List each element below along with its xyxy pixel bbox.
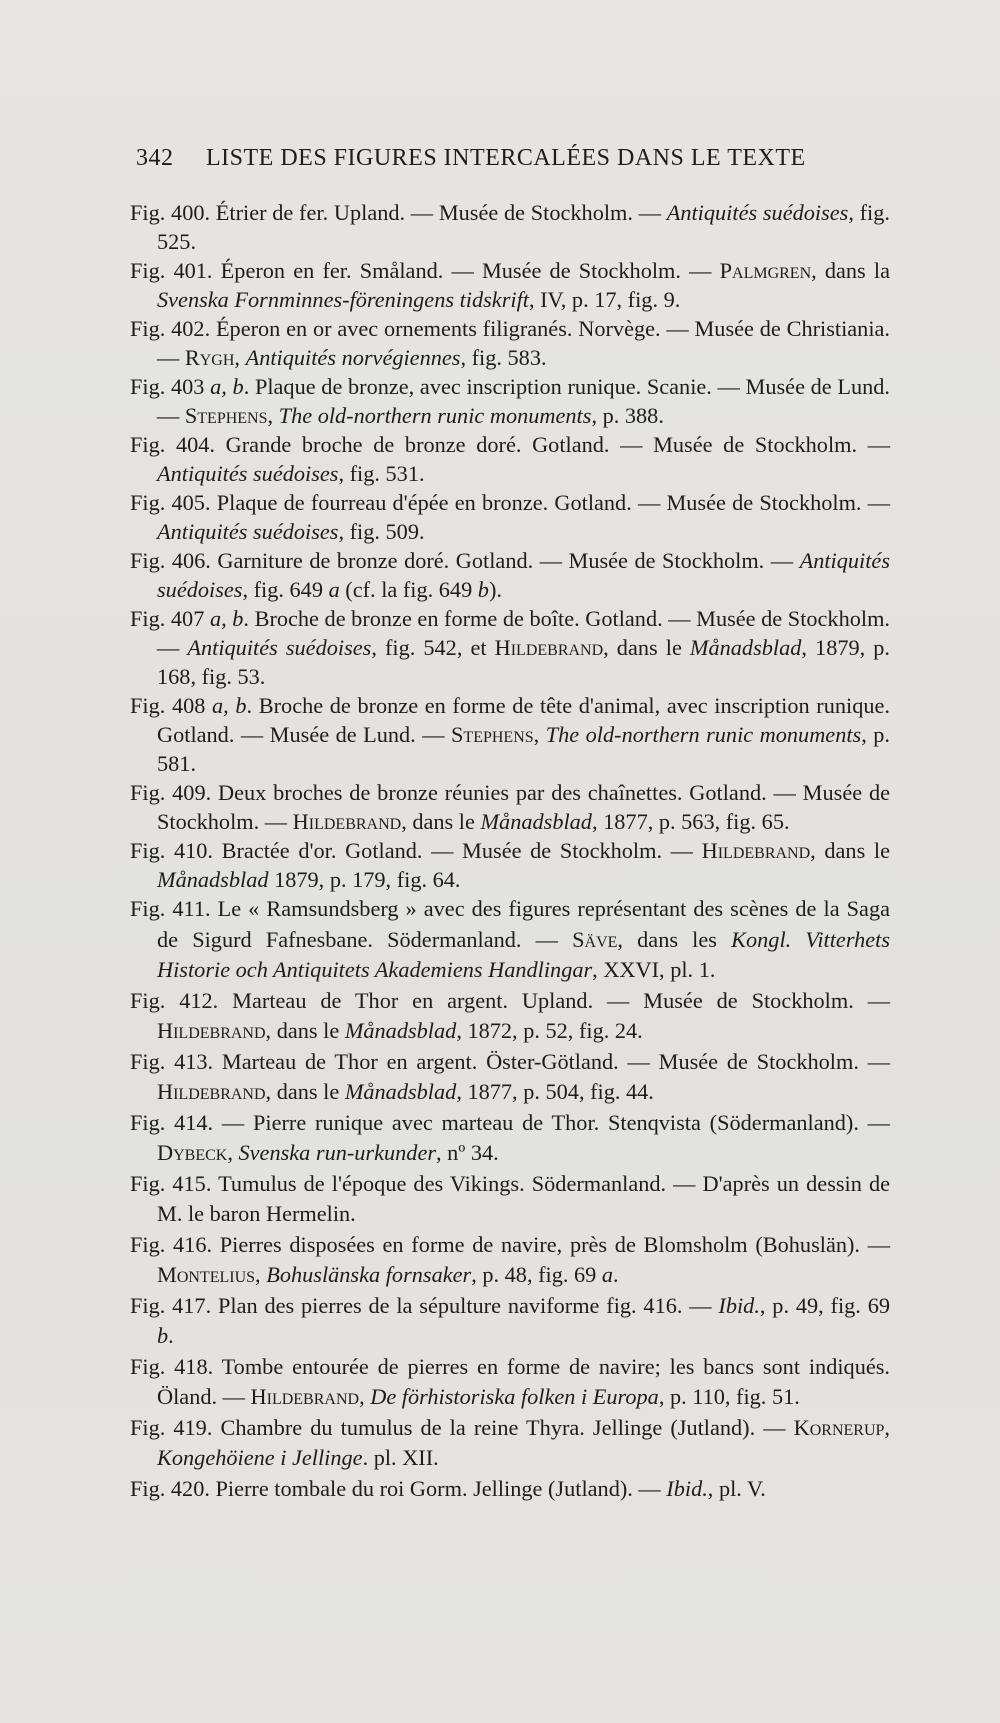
italic-title: Månadsblad (480, 809, 592, 834)
figure-entry (130, 691, 890, 778)
figure-entry (130, 1169, 890, 1230)
figure-number: Fig. 403 (130, 374, 211, 399)
figure-entry (130, 1352, 890, 1413)
italic-title: Antiquités suédoises (666, 200, 849, 225)
figure-entry (130, 1474, 890, 1505)
entry-text: Garniture de bronze doré. Gotland. — Musée de Stockholm. — (210, 548, 800, 573)
entry-text: — Pierre runique avec marteau de Thor. Stenqvista (Södermanland). — (213, 1109, 890, 1135)
entry-text: , nº 34. (436, 1140, 499, 1165)
entry-text: Plan des pierres de la sépulture naviforme fig. 416. — (211, 1292, 719, 1318)
figure-entry (130, 430, 890, 488)
entry-text: , 1879, p. 168, fig. 53. (157, 635, 890, 689)
figure-entry (130, 546, 890, 604)
author-name: Stephens (184, 403, 268, 428)
italic-title: De förhistoriska folken i Europa (370, 1384, 659, 1409)
author-name: Hildebrand (157, 1018, 266, 1043)
entry-text: , IV, p. 17, fig. 9. (528, 287, 681, 312)
entry-text: , dans les (617, 926, 732, 952)
figure-number: Fig. 413. (130, 1048, 214, 1074)
entry-text: Deux broches de bronze réunies par des chaînettes. Gotland. — Musée de Stockholm. — (157, 780, 890, 834)
entry-text: ). (488, 577, 502, 602)
entry-text: Grande broche de bronze doré. Gotland. — Musée de Stockholm. — (215, 432, 891, 457)
figure-entry (130, 372, 890, 430)
entry-text: , fig. 531. (338, 461, 425, 486)
figure-number: Fig. 409. (130, 780, 212, 805)
figure-number: Fig. 410. (130, 838, 213, 863)
entry-text: , p. 110, fig. 51. (658, 1384, 800, 1409)
entry-text: Plaque de fourreau d'épée en bronze. Gotland. — Musée de Stockholm. — (210, 490, 890, 515)
entry-text: , (359, 1384, 371, 1409)
figure-number: Fig. 418. (130, 1353, 214, 1379)
entry-text: , p. 49, fig. 69 (759, 1292, 891, 1318)
entry-text: , p. 48, fig. 69 (471, 1262, 602, 1287)
italic-title: Svenska Fornminnes-föreningens tidskrift (157, 287, 529, 312)
italic-title: Ibid. (718, 1292, 760, 1318)
figure-number: Fig. 417. (130, 1292, 212, 1318)
author-name: Kornerup (793, 1414, 885, 1440)
author-name: Dybeck (157, 1140, 228, 1165)
entry-text: . Plaque de bronze, avec inscription runique. Scanie. — Musée de Lund. — (157, 374, 891, 428)
figure-entry (130, 894, 890, 986)
italic-title: Antiquités suédoises (157, 548, 890, 602)
italic-title: Antiquités suédoises (157, 519, 339, 544)
figure-entry (130, 1413, 890, 1474)
figure-entry (130, 1291, 890, 1352)
page-number: 342 (136, 145, 174, 171)
author-name: Hildebrand (157, 1079, 266, 1104)
author-name: Stephens (451, 722, 534, 747)
figure-list (130, 198, 890, 1504)
italic-title: Antiquités suédoises (157, 461, 339, 486)
figure-number: Fig. 408 (130, 693, 213, 718)
figure-number: Fig. 419. (130, 1414, 213, 1440)
entry-text: , fig. 509. (338, 519, 425, 544)
entry-text: Chambre du tumulus de la reine Thyra. Jellinge (Jutland). — (212, 1414, 794, 1440)
entry-text: , dans le (265, 1079, 345, 1104)
entry-text: , 1877, p. 504, fig. 44. (456, 1079, 654, 1104)
entry-text: Étrier de fer. Upland. — Musée de Stockholm. — (210, 200, 667, 225)
entry-text: Le « Ramsundsberg » avec des figures représentant des scènes de la Saga de Sigurd Fafnesbane. Södermanland. — (157, 896, 890, 952)
author-name: Rygh (184, 345, 235, 370)
entry-text: . Broche de bronze en forme de boîte. Gotland. — Musée de Stockholm. — (157, 606, 890, 660)
italic-title: The old-northern runic monuments (278, 403, 592, 428)
author-name: Säve (572, 926, 618, 952)
entry-text: Pierres disposées en forme de navire, près de Blomsholm (Bohuslän). — (212, 1231, 890, 1257)
italic-title: b (157, 1323, 169, 1348)
entry-text: Tumulus de l'époque des Vikings. Södermanland. — D'après un dessin de M. le baron Hermelin. (157, 1170, 890, 1226)
italic-title: a (328, 577, 340, 602)
figure-entry (130, 1230, 890, 1291)
italic-title: Ibid. (666, 1475, 708, 1501)
entry-text: , (267, 403, 279, 428)
entry-text: . Broche de bronze en forme de tête d'animal, avec inscription runique. Gotland. — Musée de Lund. — (157, 693, 890, 747)
entry-text: , (227, 1140, 239, 1165)
italic-title: Månadsblad (157, 867, 269, 892)
figure-entry (130, 488, 890, 546)
entry-text: , (533, 722, 546, 747)
italic-title: Kongehöiene i Jellinge (157, 1445, 363, 1470)
italic-title: a, b (212, 693, 247, 718)
figure-entry (130, 314, 890, 372)
figure-entry (130, 836, 890, 894)
entry-text: Marteau de Thor en argent. Öster-Götland. — Musée de Stockholm. — (213, 1048, 890, 1074)
figure-number: Fig. 416. (130, 1231, 213, 1257)
figure-number: Fig. 402. (130, 316, 211, 341)
entry-text: , dans le (265, 1018, 345, 1043)
figure-number: Fig. 405. (130, 490, 211, 515)
italic-title: Svenska run-urkunder (238, 1140, 437, 1165)
entry-text: , 1877, p. 563, fig. 65. (591, 809, 790, 834)
figure-number: Fig. 420. (130, 1475, 210, 1501)
entry-text: Éperon en fer. Småland. — Musée de Stockholm. — (212, 258, 720, 283)
entry-text: , fig. 542, et (371, 635, 495, 660)
italic-title: Antiquités suédoises (187, 635, 372, 660)
italic-title: Bohuslänska fornsaker (266, 1262, 472, 1287)
figure-entry (130, 1047, 890, 1108)
entry-text: , dans le (810, 838, 890, 863)
figure-number: Fig. 412. (130, 987, 219, 1013)
entry-text: , pl. V. (707, 1475, 766, 1501)
entry-text: , fig. 525. (157, 200, 890, 254)
figure-entry (130, 604, 890, 691)
entry-text: , (884, 1414, 890, 1440)
figure-number: Fig. 406. (130, 548, 211, 573)
figure-entry (130, 778, 890, 836)
italic-title: Månadsblad (344, 1079, 457, 1104)
italic-title: Månadsblad (689, 635, 802, 660)
italic-title: Antiquités norvégiennes (245, 345, 461, 370)
entry-text: 1879, p. 179, fig. 64. (268, 867, 461, 892)
author-name: Palmgren (719, 258, 812, 283)
figure-entry (130, 256, 890, 314)
entry-text: , fig. 649 (242, 577, 329, 602)
italic-title: Månadsblad (344, 1018, 457, 1043)
italic-title: b (477, 577, 489, 602)
entry-text: Pierre tombale du roi Gorm. Jellinge (Jutland). — (209, 1475, 667, 1501)
entry-text: Éperon en or avec ornements filigranés. Norvège. — Musée de Christiania. — (157, 316, 890, 370)
italic-title: Kongl. Vitterhets Historie och Antiquitets Akademiens Handlingar (157, 926, 891, 982)
italic-title: a, b (210, 374, 244, 399)
entry-text: , dans le (401, 809, 481, 834)
italic-title: a (601, 1262, 614, 1287)
figure-number: Fig. 400. (130, 200, 211, 225)
figure-number: Fig. 415. (130, 1170, 212, 1196)
author-name: Hildebrand (494, 635, 604, 660)
italic-title: The old-northern runic monuments (545, 722, 862, 747)
entry-text: Tombe entourée de pierres en forme de navire; les bancs sont indiqués. Öland. — (157, 1353, 890, 1409)
figure-number: Fig. 404. (130, 432, 215, 457)
entry-text: , p. 388. (591, 403, 664, 428)
entry-text: , dans la (811, 258, 890, 283)
entry-text: , fig. 583. (460, 345, 547, 370)
author-name: Montelius (157, 1262, 256, 1287)
entry-text: . (168, 1323, 174, 1348)
entry-text: Bractée d'or. Gotland. — Musée de Stockholm. — (212, 838, 702, 863)
figure-number: Fig. 407 (130, 606, 210, 631)
entry-text: Marteau de Thor en argent. Upland. — Musée de Stockholm. — (218, 987, 890, 1013)
entry-text: , (255, 1262, 267, 1287)
running-header (136, 145, 816, 172)
figure-entry (130, 1108, 890, 1169)
italic-title: a, b (209, 606, 244, 631)
entry-text: , p. 581. (157, 722, 890, 776)
figure-number: Fig. 401. (130, 258, 213, 283)
entry-text: , 1872, p. 52, fig. 24. (456, 1018, 643, 1043)
entry-text: , (234, 345, 246, 370)
author-name: Hildebrand (250, 1384, 360, 1409)
entry-text: . (613, 1262, 619, 1287)
entry-text: (cf. la fig. 649 (339, 577, 478, 602)
entry-text: , dans le (603, 635, 690, 660)
author-name: Hildebrand (701, 838, 811, 863)
figure-entry (130, 198, 890, 256)
author-name: Hildebrand (292, 809, 402, 834)
page-title: LISTE DES FIGURES INTERCALÉES DANS LE TEXTE (206, 145, 806, 171)
figure-entry (130, 986, 890, 1047)
entry-text: . pl. XII. (362, 1445, 439, 1470)
figure-number: Fig. 411. (130, 896, 211, 921)
entry-text: , XXVI, pl. 1. (592, 957, 716, 982)
figure-number: Fig. 414. (130, 1109, 214, 1135)
